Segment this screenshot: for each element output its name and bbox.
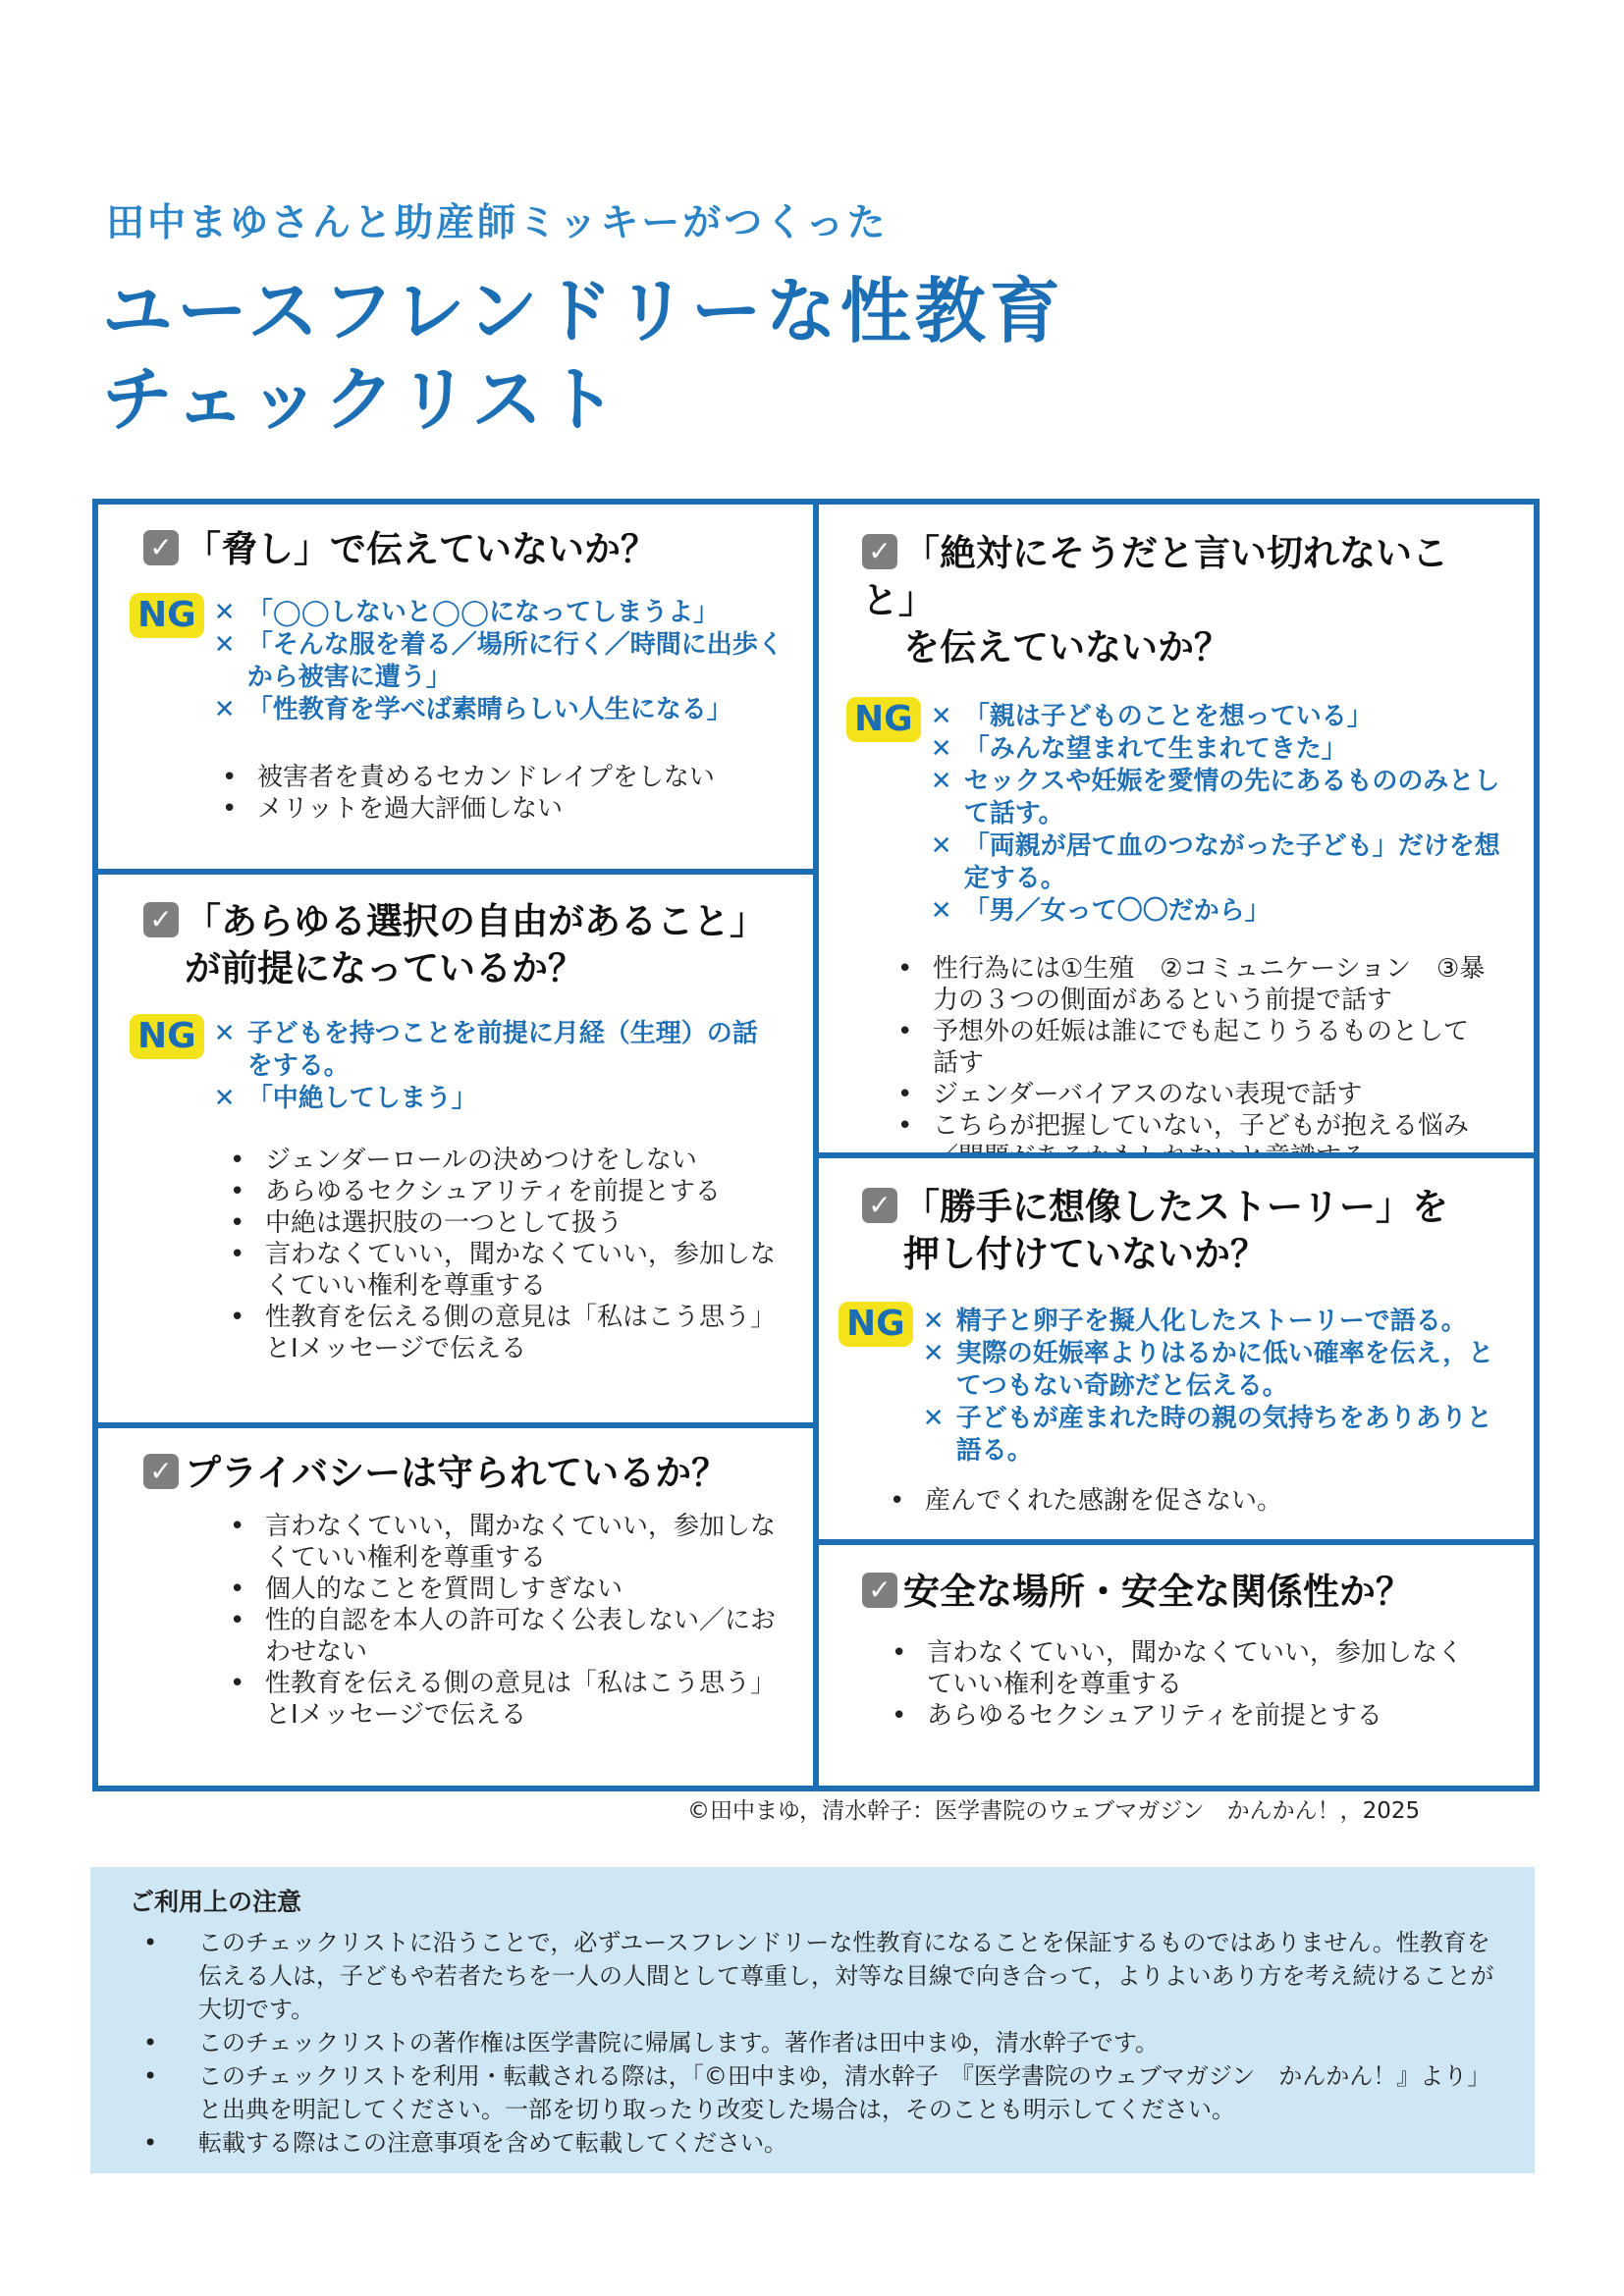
ng-item: ✕ 「そんな服を着る／場所に行く／時間に出歩くから被害に遭う」 bbox=[213, 630, 784, 692]
list-item: • 中絶は選択肢の一つとして扱う bbox=[214, 1207, 784, 1239]
checkbox-icon: ✓ bbox=[143, 1454, 179, 1489]
point-list bbox=[882, 953, 1490, 1173]
point-list bbox=[874, 1485, 1520, 1517]
list-item: • ジェンダーバイアスのない表現で話す bbox=[882, 1079, 1490, 1110]
ng-examples bbox=[839, 1302, 1520, 1468]
ng-item: ✕ 「みんな望まれて生まれてきた」 bbox=[930, 734, 1347, 764]
ng-item: ✕ 「両親が居て血のつながった子ども」だけを想定する。 bbox=[930, 831, 1500, 893]
list-item: • 転載する際はこの注意事項を含めて転載してください。 bbox=[130, 2126, 1495, 2160]
section-free-choice bbox=[92, 869, 819, 1428]
usage-notice bbox=[90, 1867, 1535, 2173]
ng-examples bbox=[130, 1014, 793, 1115]
list-item: • 被害者を責めるセカンドレイプをしない bbox=[206, 762, 793, 793]
ng-examples bbox=[130, 593, 793, 726]
checkbox-icon: ✓ bbox=[862, 534, 897, 569]
notice-list bbox=[130, 1926, 1495, 2160]
checkbox-icon: ✓ bbox=[862, 1573, 897, 1608]
ng-badge: NG bbox=[839, 1302, 913, 1347]
list-item: • ジェンダーロールの決めつけをしない bbox=[214, 1145, 784, 1176]
checkbox-icon: ✓ bbox=[862, 1188, 897, 1223]
section-heading: ✓ 「絶対にそうだと言い切れないこと」 を伝えていないか？ bbox=[862, 532, 1448, 668]
ng-badge: NG bbox=[130, 593, 204, 638]
list-item: • 言わなくていい，聞かなくていい，参加しなくていい権利を尊重する bbox=[876, 1637, 1485, 1700]
list-item: • 産んでくれた感謝を促さない。 bbox=[874, 1485, 1520, 1517]
title-line-2: チェックリスト bbox=[102, 358, 622, 441]
ng-item: ✕ 子どもを持つことを前提に月経（生理）の話をする。 bbox=[213, 1019, 758, 1081]
list-item: • このチェックリストを利用・転載される際は，「©田中まゆ，清水幹子 『医学書院のウェブマガジン かんかん！』より」と出典を明記してください。一部を切り取ったり改変した場合は，そのことも明示してください。 bbox=[130, 2059, 1495, 2126]
list-item: • あらゆるセクシュアリティを前提とする bbox=[876, 1700, 1485, 1732]
checkbox-icon: ✓ bbox=[143, 902, 179, 937]
ng-item: ✕ 「男／女って〇〇だから」 bbox=[930, 896, 1271, 926]
list-item: • 言わなくていい，聞かなくていい，参加しなくていい権利を尊重する bbox=[214, 1239, 784, 1302]
ng-item: ✕ 「中絶してしまう」 bbox=[213, 1084, 477, 1113]
list-item: • 言わなくていい，聞かなくていい，参加しなくていい権利を尊重する bbox=[214, 1511, 784, 1574]
notice-heading: ご利用上の注意 bbox=[130, 1888, 302, 1916]
subtitle: 田中まゆさんと助産師ミッキーがつくった bbox=[106, 201, 889, 245]
list-item: • 性教育を伝える側の意見は「私はこう思う」とIメッセージで伝える bbox=[214, 1302, 784, 1364]
section-heading: ✓ 「あらゆる選択の自由があること」 が前提になっているか？ bbox=[143, 898, 793, 992]
ng-item: ✕ 子どもが産まれた時の親の気持ちをありありと語る。 bbox=[922, 1404, 1492, 1466]
point-list bbox=[206, 762, 793, 825]
section-heading: ✓ 「勝手に想像したストーリー」を 押し付けていないか？ bbox=[862, 1184, 1520, 1278]
list-item: • 性行為には①生殖 ②コミュニケーション ③暴力の３つの側面があるという前提で話す bbox=[882, 953, 1490, 1016]
ng-examples bbox=[846, 697, 1520, 928]
section-heading: ✓ 「脅し」で伝えていないか？ bbox=[143, 526, 793, 573]
ng-item: ✕ 実際の妊娠率よりはるかに低い確率を伝え，とてつもない奇跡だと伝える。 bbox=[922, 1339, 1494, 1401]
section-heading: ✓ 安全な場所・安全な関係性か？ bbox=[862, 1569, 1520, 1616]
ng-item: ✕ 精子と卵子を擬人化したストーリーで語る。 bbox=[922, 1307, 1467, 1336]
ng-badge: NG bbox=[130, 1014, 204, 1059]
ng-item: ✕ 「性教育を学べば素晴らしい人生になる」 bbox=[213, 695, 732, 724]
section-privacy bbox=[92, 1422, 819, 1791]
section-heading: ✓ プライバシーは守られているか？ bbox=[143, 1450, 793, 1497]
list-item: • 予想外の妊娠は誰にでも起こりうるものとして話す bbox=[882, 1016, 1490, 1079]
section-safe-place bbox=[813, 1539, 1540, 1791]
list-item: • このチェックリストの著作権は医学書院に帰属します。著作者は田中まゆ，清水幹子です。 bbox=[130, 2026, 1495, 2059]
page-title bbox=[102, 267, 1064, 444]
list-item: • 性的自認を本人の許可なく公表しない／におわせない bbox=[214, 1605, 784, 1668]
list-item: • 個人的なことを質問しすぎない bbox=[214, 1574, 784, 1605]
list-item: • あらゆるセクシュアリティを前提とする bbox=[214, 1176, 784, 1207]
section-imagined-story bbox=[813, 1152, 1540, 1545]
point-list bbox=[876, 1637, 1485, 1732]
ng-badge: NG bbox=[846, 697, 921, 742]
point-list bbox=[214, 1145, 784, 1364]
ng-item: ✕ セックスや妊娠を愛情の先にあるもののみとして話す。 bbox=[930, 767, 1500, 828]
title-line-1: ユースフレンドリーな性教育 bbox=[102, 270, 1064, 352]
point-list bbox=[214, 1511, 784, 1731]
ng-item: ✕ 「◯◯しないと◯◯になってしまうよ」 bbox=[213, 598, 720, 627]
list-item: • こちらが把握していない，子どもが抱える悩み bbox=[882, 1110, 1490, 1173]
section-not-absolute bbox=[813, 499, 1540, 1158]
section-threat bbox=[92, 499, 819, 875]
checkbox-icon: ✓ bbox=[143, 530, 179, 565]
copyright-credit: ©田中まゆ，清水幹子：医学書院のウェブマガジン かんかん！，2025 bbox=[687, 1798, 1421, 1824]
list-item: • このチェックリストに沿うことで，必ずユースフレンドリーな性教育になることを保証するものではありません。性教育を伝える人は，子どもや若者たちを一人の人間として尊重し，対等な目線で向き合って，よりよいあり方を考え続けることが大切です。 bbox=[130, 1926, 1495, 2026]
ng-item: ✕ 「親は子どものことを想っている」 bbox=[930, 702, 1373, 731]
list-item: • メリットを過大評価しない bbox=[206, 793, 793, 825]
list-item: • 性教育を伝える側の意見は「私はこう思う」とIメッセージで伝える bbox=[214, 1668, 784, 1731]
